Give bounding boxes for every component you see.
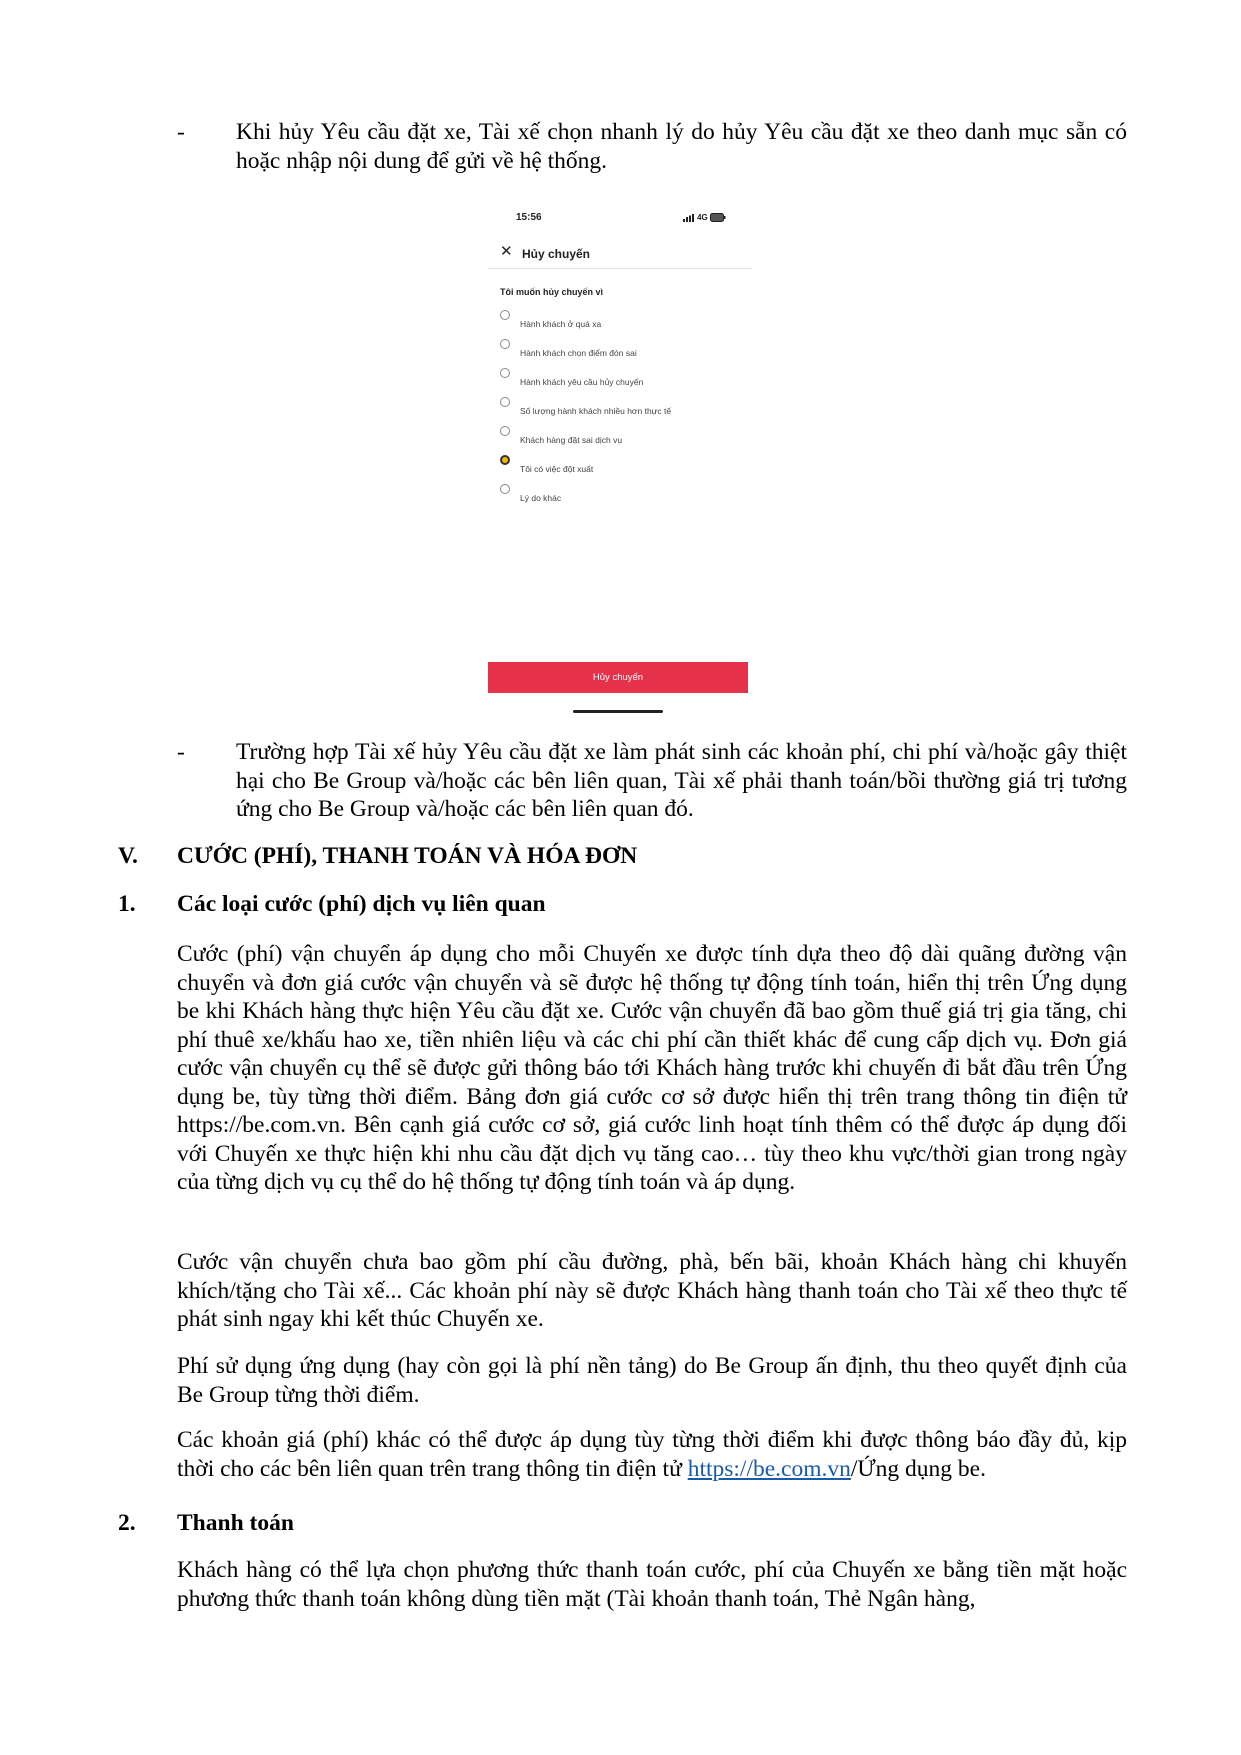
reason-option-label: Khách hàng đặt sai dịch vụ [520, 435, 623, 445]
bullet-text: Trường hợp Tài xế hủy Yêu cầu đặt xe làm phát sinh các khoản phí, chi phí và/hoặc gây thiệt hại cho Be Group và/hoặc các bên liên quan, Tài xế phải thanh toán/bồi thường giá trị tương ứng cho Be Group và/hoặc các bên liên quan đó. [236, 739, 1127, 822]
reason-option[interactable] [500, 366, 740, 387]
subsection-title: Thanh toán [177, 1510, 294, 1536]
bullet-text: Khi hủy Yêu cầu đặt xe, Tài xế chọn nhanh lý do hủy Yêu cầu đặt xe theo danh mục sẵn có hoặc nhập nội dung để gửi về hệ thống. [236, 119, 1127, 174]
section-number: V. [118, 843, 138, 869]
reason-option-label: Tôi có việc đột xuất [520, 464, 594, 474]
radio-icon[interactable] [500, 368, 510, 378]
bullet-dash: - [177, 119, 185, 145]
battery-icon [710, 213, 726, 222]
reason-option[interactable] [500, 337, 740, 358]
reason-option-label: Số lượng hành khách nhiều hơn thực tế [520, 406, 672, 416]
screen-title: Hủy chuyến [522, 247, 591, 261]
paragraph-other-fees [177, 1426, 1127, 1483]
reason-option[interactable] [500, 395, 740, 416]
paragraph-fare: Cước (phí) vận chuyển áp dụng cho mỗi Chuyến xe được tính dựa theo độ dài quãng đường vận chuyển và đơn giá cước vận chuyển và sẽ được hệ thống tự động tính toán, hiển thị trên Ứng dụng be khi Khách hàng thực hiện Yêu cầu đặt xe. Cước vận chuyển đã bao gồm thuế giá trị gia tăng, chi phí thuê xe/khấu hao xe, tiền nhiên liệu và các chi phí cần thiết khác để cung cấp dịch vụ. Đơn giá cước vận chuyển cụ thể sẽ được gửi thông báo tới Khách hàng trước khi chuyến đi bắt đầu trên Ứng dụng be, tùy từng thời điểm. Bảng đơn giá cước cơ sở được hiển thị trên trang thông tin điện tử https://be.com.vn. Bên cạnh giá cước cơ sở, giá cước linh hoạt tính thêm có thể được áp dụng đối với Chuyến xe thực hiện khi nhu cầu đặt dịch vụ tăng cao… tùy theo khu vực/thời gian trong ngày của từng dịch vụ cụ thể do hệ thống tự động tính toán và áp dụng. [177, 941, 1127, 1195]
reason-option-label: Hành khách ở quá xa [520, 319, 602, 329]
reason-option-label: Hành khách yêu cầu hủy chuyến [520, 377, 644, 387]
subsection-title: Các loại cước (phí) dịch vụ liên quan [177, 891, 546, 917]
paragraph-excluded-fees: Cước vận chuyển chưa bao gồm phí cầu đường, phà, bến bãi, khoản Khách hàng chi khuyến khích/tặng cho Tài xế... Các khoản phí này sẽ được Khách hàng thanh toán cho Tài xế theo thực tế phát sinh ngay khi kết thúc Chuyến xe. [177, 1249, 1127, 1332]
reason-option[interactable] [500, 482, 740, 503]
header-divider [488, 268, 752, 269]
status-time: 15:56 [516, 212, 542, 223]
cancel-trip-button[interactable]: Hủy chuyến [488, 662, 748, 693]
reason-option-selected[interactable] [500, 453, 740, 474]
home-indicator [573, 710, 663, 713]
cancel-trip-screenshot [488, 196, 752, 716]
status-bar [516, 204, 726, 223]
radio-icon[interactable] [500, 397, 510, 407]
radio-icon[interactable] [500, 310, 510, 320]
paragraph-text: /Ứng dụng be. [850, 1455, 986, 1482]
subsection-number: 1. [118, 891, 136, 917]
reason-prompt: Tôi muốn hủy chuyến vì [500, 287, 604, 297]
website-link[interactable]: https://be.com.vn [687, 1455, 851, 1482]
signal-icon [683, 214, 695, 222]
radio-icon[interactable] [500, 339, 510, 349]
reason-option-label: Hành khách chọn điểm đón sai [520, 348, 637, 358]
status-network [683, 204, 726, 233]
paragraph-payment: Khách hàng có thể lựa chọn phương thức thanh toán cước, phí của Chuyến xe bằng tiền mặt hoặc phương thức thanh toán không dùng tiền mặt (Tài khoản thanh toán, Thẻ Ngân hàng, [177, 1557, 1127, 1612]
radio-icon[interactable] [500, 484, 510, 494]
subsection-number: 2. [118, 1510, 136, 1536]
radio-selected-icon[interactable] [500, 455, 510, 465]
reason-option[interactable] [500, 308, 740, 329]
paragraph-platform-fee: Phí sử dụng ứng dụng (hay còn gọi là phí nền tảng) do Be Group ấn định, thu theo quyết định của Be Group từng thời điểm. [177, 1353, 1127, 1408]
reason-option[interactable] [500, 424, 740, 445]
network-label: 4G [697, 213, 708, 222]
bullet-dash: - [177, 739, 185, 765]
screen-header [500, 240, 740, 262]
reason-option-label: Lý do khác [520, 493, 562, 503]
close-icon[interactable]: ✕ [500, 243, 513, 260]
radio-icon[interactable] [500, 426, 510, 436]
paragraph-text: Các khoản giá (phí) khác có thể được áp dụng tùy từng thời điểm khi được thông báo đầy đủ, kịp thời cho các bên liên quan trên trang thông tin điện tử [177, 1427, 1127, 1482]
section-title: CƯỚC (PHÍ), THANH TOÁN VÀ HÓA ĐƠN [177, 843, 638, 869]
